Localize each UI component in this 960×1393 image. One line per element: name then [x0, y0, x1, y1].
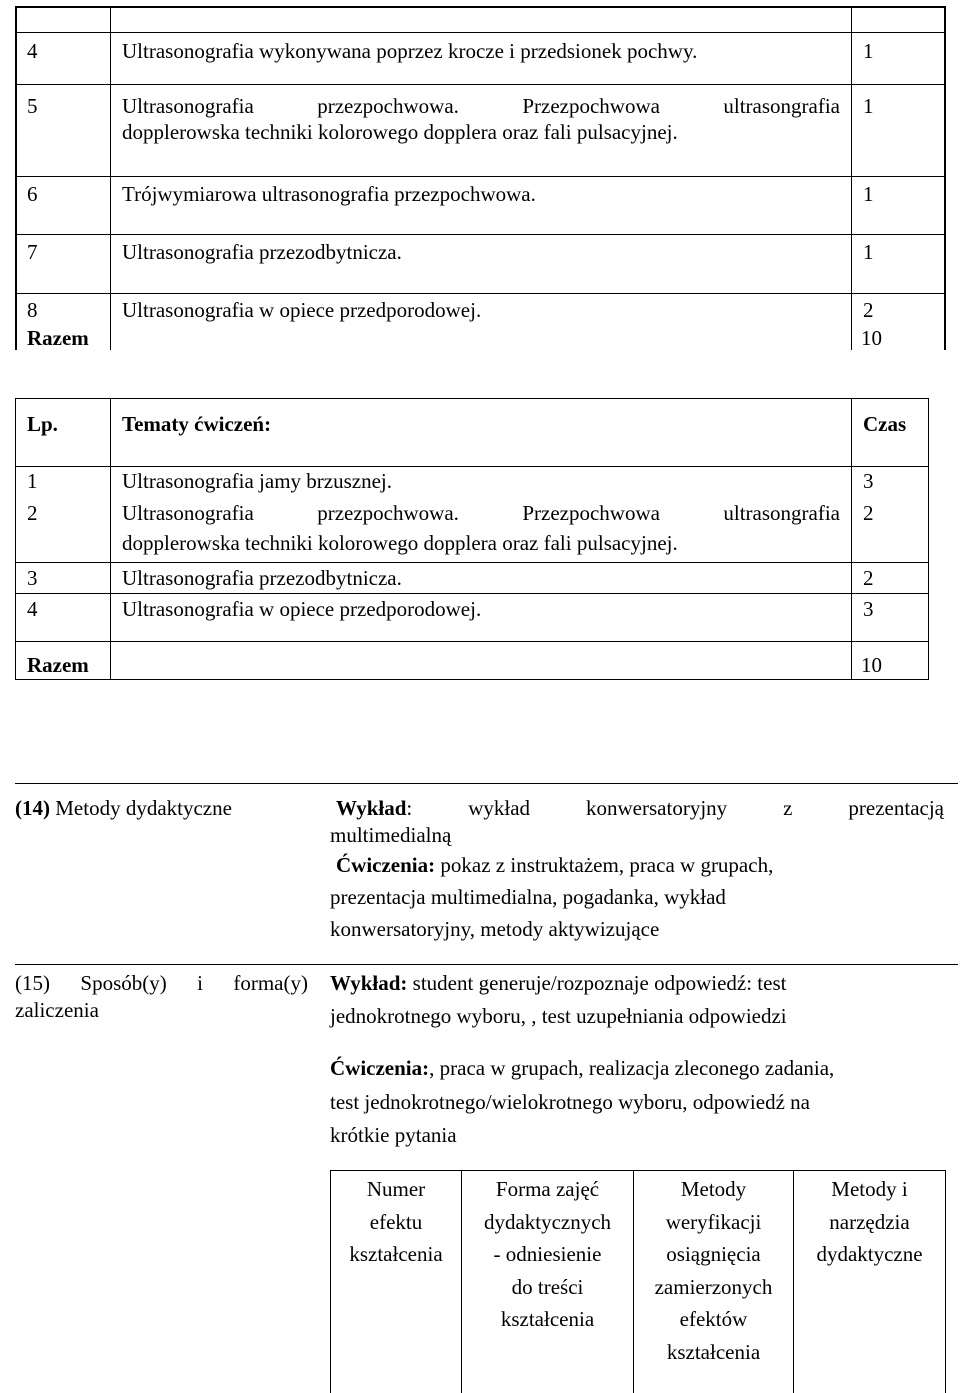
exercise-row-topic: Ultrasonografia przezodbytnicza. — [122, 566, 402, 590]
assessment-label-text: Sposób(y) i forma(y) — [50, 971, 308, 995]
methods-lecture-text: : wykład konwersatoryjny z prezentacją — [406, 796, 944, 820]
effects-col-verification-line: osiągnięcia — [666, 1242, 761, 1266]
exercise-header-number: Lp. — [27, 412, 58, 436]
methods-label-text: Metody dydaktyczne — [55, 796, 232, 820]
lecture-row-number: 4 — [27, 39, 38, 63]
effects-col-number-line: efektu — [369, 1209, 423, 1234]
exercise-row-number: 2 — [27, 501, 38, 525]
effects-col-form — [462, 1173, 633, 1336]
lecture-total-value: 10 — [861, 326, 882, 350]
lecture-row-number: 5 — [27, 94, 38, 118]
effects-col-form-line: Forma zajęć — [495, 1177, 600, 1201]
lecture-row-hours: 2 — [863, 298, 874, 322]
lecture-row-topic: Ultrasonografia wykonywana poprzez krocze i przedsionek pochwy. — [122, 39, 698, 63]
exercise-row-topic: Ultrasonografia przezpochwowa. Przezpochwowa ultrasongrafia — [122, 501, 840, 525]
effects-col-number-line: Numer — [366, 1177, 426, 1201]
effects-col-tools-line: Metody i — [831, 1177, 908, 1201]
assessment-lecture-line2: jednokrotnego wyboru, , test uzupełniania odpowiedzi — [330, 1004, 787, 1028]
exercise-row-number: 4 — [27, 597, 38, 621]
methods-exercise-line1 — [336, 852, 773, 878]
lecture-row-number: 8 — [27, 298, 38, 322]
methods-lecture-line2: multimedialną — [330, 823, 452, 847]
assessment-exercise-line3: krótkie pytania — [330, 1123, 457, 1147]
effects-col-form-line: dydaktycznych — [483, 1209, 612, 1234]
assessment-exercise-line1 — [330, 1055, 834, 1081]
assessment-exercise-line2: test jednokrotnego/wielokrotnego wyboru, odpowiedź na — [330, 1090, 810, 1114]
exercise-header-time: Czas — [863, 412, 907, 436]
lecture-row-hours: 1 — [863, 182, 874, 206]
methods-exercise-line2: prezentacja multimedialna, pogadanka, wykład — [330, 885, 726, 909]
exercise-total-label: Razem — [27, 653, 89, 677]
effects-col-number — [331, 1173, 461, 1271]
lecture-row-topic: Ultrasonografia w opiece przedporodowej. — [122, 298, 482, 322]
exercise-row-number: 1 — [27, 469, 38, 493]
assessment-label-line1 — [15, 970, 308, 996]
methods-exercise-heading: Ćwiczenia: — [336, 853, 436, 877]
effects-col-form-line: do treści — [511, 1274, 584, 1299]
methods-lecture-heading: Wykład — [336, 796, 407, 820]
lecture-row-number: 6 — [27, 182, 38, 206]
lecture-total-label: Razem — [27, 326, 89, 350]
lecture-row-hours: 1 — [863, 94, 874, 118]
exercise-row-number: 3 — [27, 566, 38, 590]
effects-col-verification — [634, 1173, 793, 1368]
exercise-row-hours: 3 — [863, 469, 874, 493]
effects-col-verification-line: weryfikacji — [665, 1209, 762, 1234]
lecture-row-topic: Ultrasonografia przezodbytnicza. — [122, 240, 402, 264]
lecture-row-hours: 1 — [863, 240, 874, 264]
methods-exercise-text: pokaz z instruktażem, praca w grupach, — [435, 853, 774, 877]
effects-col-verification-line: kształcenia — [666, 1339, 761, 1364]
methods-label-number: (14) — [15, 796, 50, 820]
exercise-row-topic: Ultrasonografia w opiece przedporodowej. — [122, 597, 482, 621]
lecture-row-topic: Ultrasonografia przezpochwowa. Przezpochwowa ultrasongrafia — [122, 94, 840, 118]
effects-col-verification-line: efektów — [679, 1307, 748, 1331]
exercise-row-hours: 2 — [863, 501, 874, 525]
effects-col-verification-line: zamierzonych — [654, 1274, 773, 1299]
lecture-row-topic-cont: dopplerowska techniki kolorowego dopplera oraz fali pulsacyjnej. — [122, 120, 678, 144]
effects-col-verification-line: Metody — [680, 1177, 747, 1201]
exercise-row-topic: Ultrasonografia jamy brzusznej. — [122, 469, 392, 493]
effects-col-form-line: - odniesienie — [493, 1242, 602, 1266]
exercise-row-topic-cont: dopplerowska techniki kolorowego dopplera oraz fali pulsacyjnej. — [122, 531, 678, 555]
assessment-exercise-text: , praca w grupach, realizacja zleconego zadania, — [429, 1056, 835, 1080]
assessment-lecture-line1 — [330, 970, 786, 996]
effects-col-tools-line: dydaktyczne — [816, 1242, 923, 1266]
lecture-row-topic: Trójwymiarowa ultrasonografia przezpochwowa. — [122, 182, 536, 206]
assessment-lecture-text: student generuje/rozpoznaje odpowiedź: test — [407, 971, 787, 995]
exercise-row-hours: 3 — [863, 597, 874, 621]
exercise-total-value: 10 — [861, 653, 882, 677]
methods-label — [15, 795, 232, 821]
effects-col-tools-line: narzędzia — [829, 1209, 910, 1234]
assessment-lecture-heading: Wykład: — [330, 971, 408, 995]
methods-lecture-line1 — [336, 795, 944, 821]
exercise-row-hours: 2 — [863, 566, 874, 590]
exercise-header-topic: Tematy ćwiczeń: — [122, 412, 272, 436]
lecture-row-number: 7 — [27, 240, 38, 264]
effects-col-form-line: kształcenia — [500, 1307, 595, 1331]
effects-col-tools — [794, 1173, 945, 1271]
assessment-exercise-heading: Ćwiczenia: — [330, 1056, 430, 1080]
assessment-label-number: (15) — [15, 971, 50, 995]
assessment-label-line2: zaliczenia — [15, 998, 99, 1022]
lecture-row-hours: 1 — [863, 39, 874, 63]
methods-exercise-line3: konwersatoryjny, metody aktywizujące — [330, 917, 660, 941]
effects-col-number-line: kształcenia — [349, 1242, 443, 1266]
